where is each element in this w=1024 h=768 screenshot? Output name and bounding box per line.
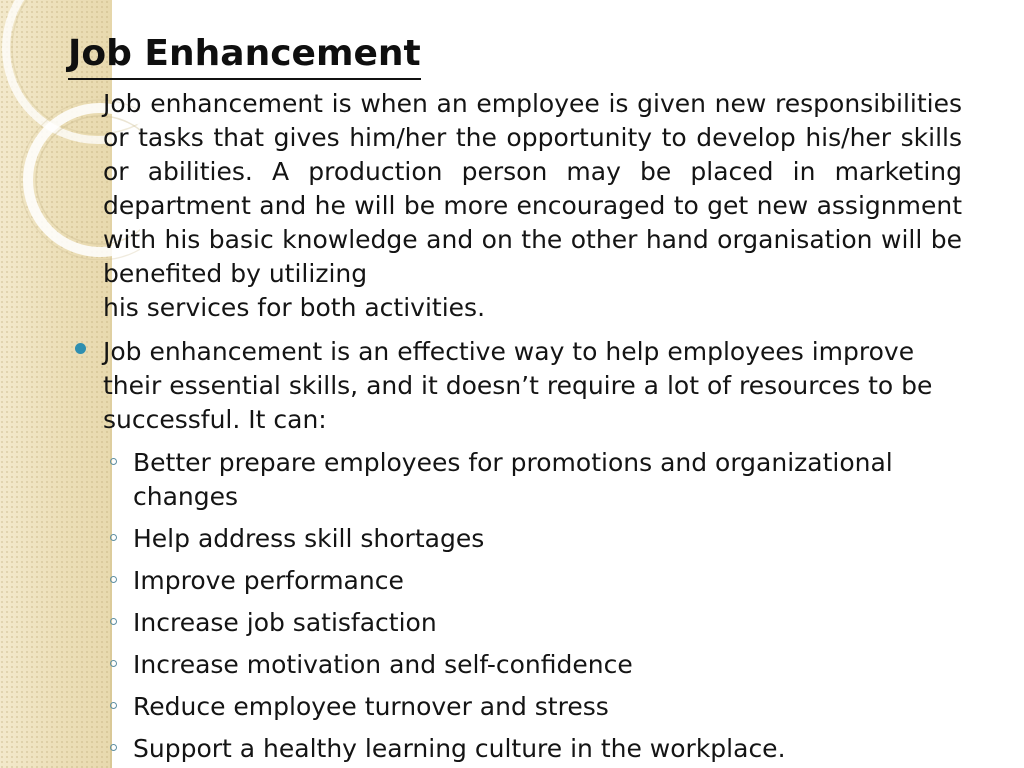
bullet-text: Job enhancement is an effective way to help employees improve their essential skills, and it doesn’t require a lot of resources to be successful. It can: [103,337,933,434]
list-item-text: Improve performance [133,566,404,595]
sub-bullet-icon [110,744,117,751]
sub-bullet-icon [110,534,117,541]
intro-paragraph-text: Job enhancement is when an employee is given new responsibilities or tasks that gives him/her the opportunity to develop his/her skills or abilities. A production person may be placed in marketing department and he will be more encouraged to get new assignment with his basic knowledge and on the other hand organisation will be benefited by utilizing [103,89,962,288]
sub-bullet-icon [110,660,117,667]
intro-paragraph-last-line: his services for both activities. [103,293,486,322]
list-item [106,522,986,556]
list-item-text: Help address skill shortages [133,524,485,553]
list-item-text: Support a healthy learning culture in the workplace. [133,734,786,763]
list-item [106,690,986,724]
list-item [106,732,986,766]
list-item-text: Reduce employee turnover and stress [133,692,609,721]
list-item-text: Increase motivation and self-confidence [133,650,633,679]
list-item [106,606,986,640]
sub-bullet-list [106,446,986,768]
slide-title: Job Enhancement [68,30,421,80]
sub-bullet-icon [110,458,117,465]
sub-bullet-icon [110,702,117,709]
list-item-text: Increase job satisfaction [133,608,437,637]
list-item [106,564,986,598]
sub-bullet-icon [110,618,117,625]
intro-paragraph [103,87,962,325]
sub-bullet-icon [110,576,117,583]
bullet-icon [75,343,86,354]
list-item-text: Better prepare employees for promotions and organizational changes [133,448,893,511]
decorative-side-band [0,0,112,768]
list-item [106,648,986,682]
list-item [106,446,986,514]
